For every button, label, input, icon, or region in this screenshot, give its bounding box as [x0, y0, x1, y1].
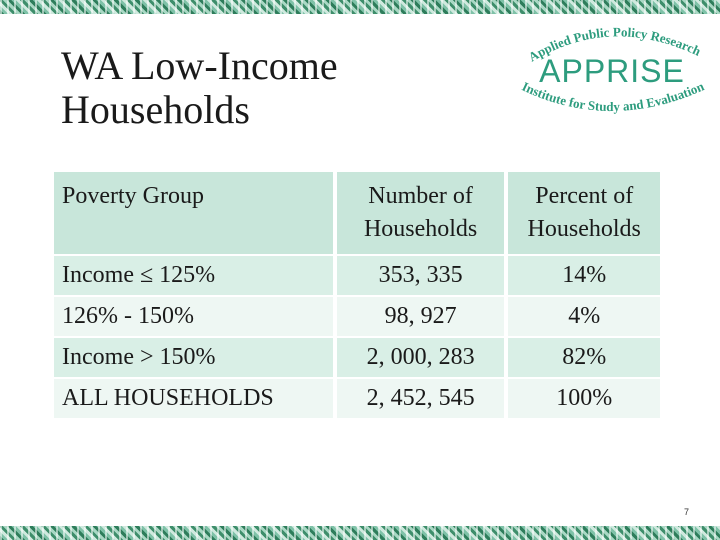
cell-number: 353, 335	[335, 255, 507, 296]
header-percent-line-2: Households	[527, 216, 641, 242]
logo-top-arc-text: Applied Public Policy Research	[525, 24, 704, 65]
logo-bottom-arc-text: Institute for Study and Evaluation	[519, 78, 707, 115]
cell-percent: 100%	[506, 378, 660, 418]
apprise-logo	[510, 22, 715, 122]
table-row	[54, 296, 660, 337]
cell-percent: 82%	[506, 337, 660, 378]
page-number: 7	[684, 507, 690, 517]
header-number-line-2: Households	[363, 216, 478, 242]
cell-percent: 4%	[506, 296, 660, 337]
cell-poverty-group: 126% - 150%	[54, 296, 335, 337]
cell-poverty-group: ALL HOUSEHOLDS	[54, 378, 335, 418]
cell-percent: 14%	[506, 255, 660, 296]
cell-number: 98, 927	[335, 296, 507, 337]
header-percent-line-1: Percent of	[535, 183, 634, 209]
header-number-of-households	[335, 172, 507, 255]
title-line-1: WA Low-Income	[61, 43, 338, 88]
header-number-line-1: Number of	[368, 183, 473, 209]
decorative-bottom-border	[0, 526, 720, 540]
header-percent-of-households	[506, 172, 660, 255]
cell-number: 2, 000, 283	[335, 337, 507, 378]
table-row	[54, 337, 660, 378]
cell-poverty-group: Income ≤ 125%	[54, 255, 335, 296]
decorative-top-border	[0, 0, 720, 14]
table-row	[54, 255, 660, 296]
slide-title	[61, 44, 421, 132]
cell-poverty-group: Income > 150%	[54, 337, 335, 378]
table-header-row	[54, 172, 660, 255]
header-poverty-group: Poverty Group	[54, 172, 335, 255]
logo-name: APPRISE	[539, 53, 685, 89]
low-income-households-table	[54, 172, 660, 418]
title-line-2: Households	[61, 87, 250, 132]
cell-number: 2, 452, 545	[335, 378, 507, 418]
table-row	[54, 378, 660, 418]
